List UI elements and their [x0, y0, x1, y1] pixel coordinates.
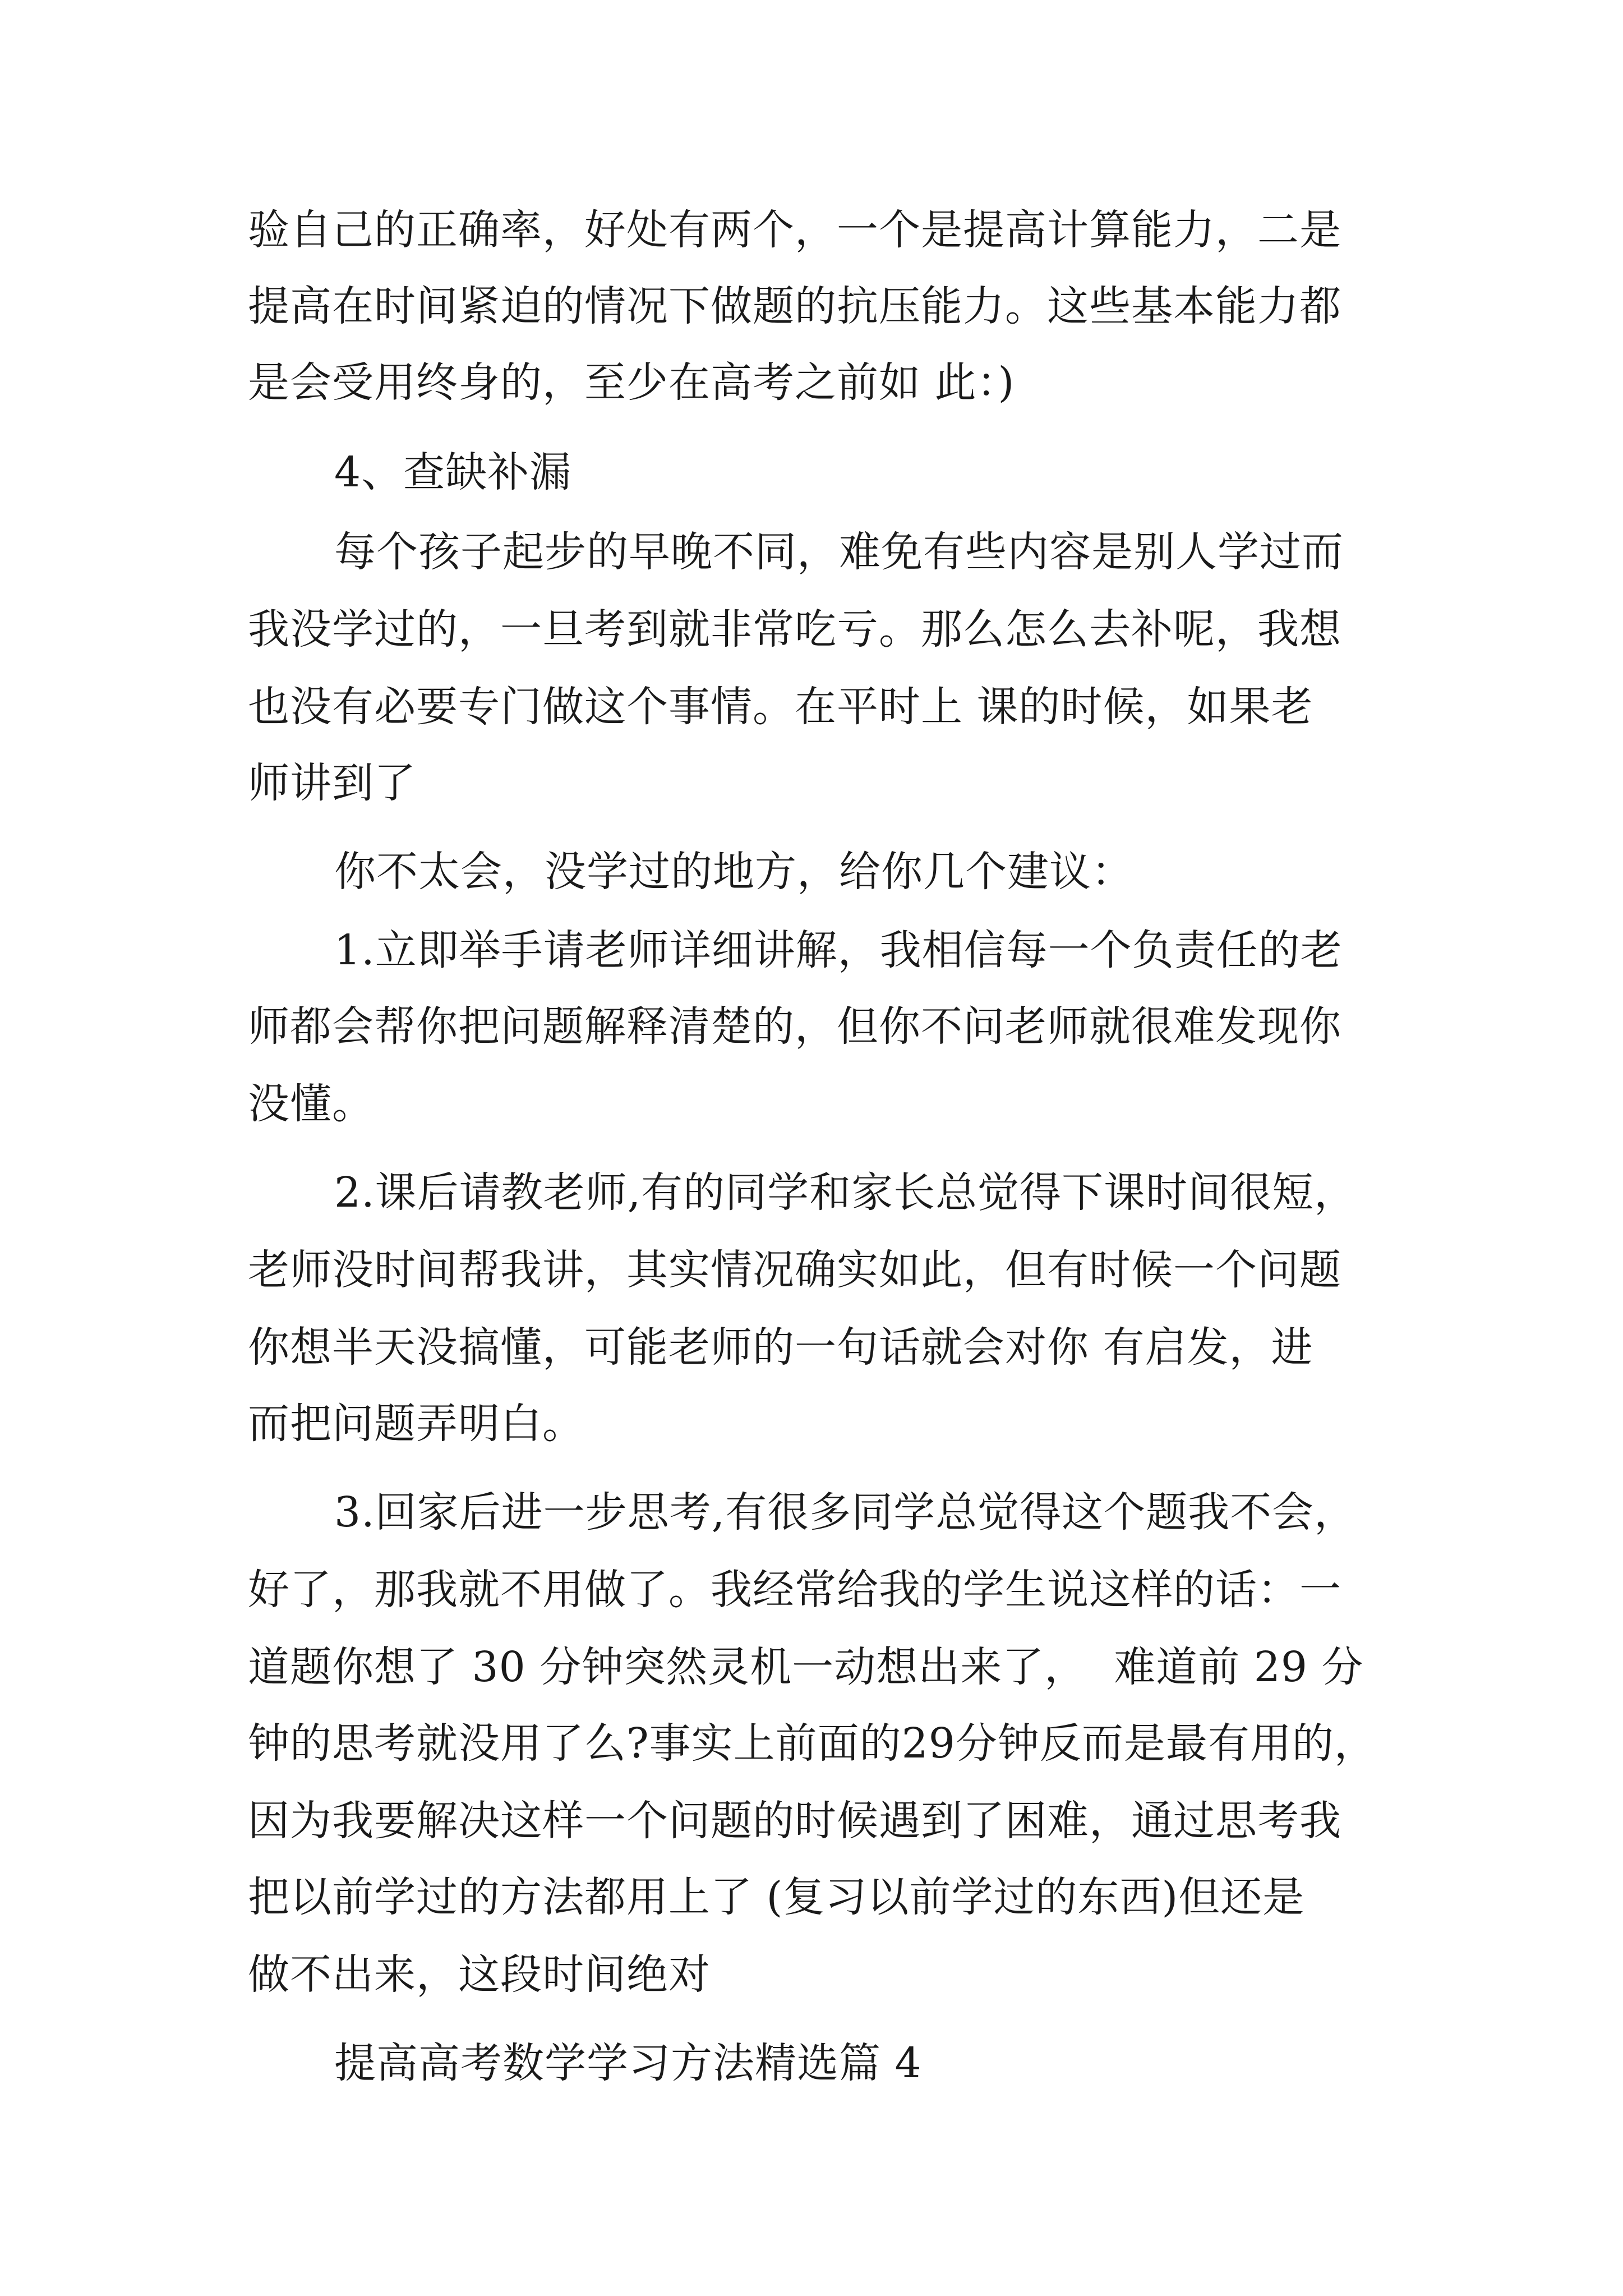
text-line: 我没学过的，一旦考到就非常吃亏。那么怎么去补呢，我想: [248, 605, 1341, 654]
text-line: 2.课后请教老师,有的同学和家长总觉得下课时间很短，: [334, 1168, 1357, 1217]
text-line: 也没有必要专门做这个事情。在平时上 课的时候，如果老: [248, 683, 1313, 731]
text-line: 把以前学过的方法都用上了 (复习以前学过的东西)但还是: [248, 1873, 1305, 1921]
text-line: 钟的思考就没用了么?事实上前面的29分钟反而是最有用的，: [248, 1719, 1376, 1768]
text-line: 做不出来，这段时间绝对: [248, 1950, 711, 1999]
text-line: 每个孩子起步的早晚不同，难免有些内容是别人学过而: [334, 528, 1344, 576]
text-line: 好了，那我就不用做了。我经常给我的学生说这样的话：一: [248, 1566, 1341, 1614]
text-line: 提高在时间紧迫的情况下做题的抗压能力。这些基本能力都: [248, 282, 1341, 330]
text-line: 你想半天没搞懂，可能老师的一句话就会对你 有启发，进: [248, 1323, 1313, 1372]
text-line: 因为我要解决这样一个问题的时候遇到了困难，通过思考我: [248, 1797, 1341, 1845]
text-line: 是会受用终身的，至少在高考之前如 此：): [248, 358, 1015, 407]
text-line: 3.回家后进一步思考,有很多同学总觉得这个题我不会，: [334, 1488, 1357, 1536]
text-line: 1.立即举手请老师详细讲解，我相信每一个负责任的老: [334, 926, 1343, 974]
text-line: 验自己的正确率，好处有两个，一个是提高计算能力，二是: [248, 206, 1341, 254]
text-line: 师讲到了: [248, 759, 416, 807]
text-line: 而把问题弄明白。: [248, 1400, 584, 1448]
text-line: 老师没时间帮我讲，其实情况确实如此，但有时候一个问题: [248, 1246, 1341, 1294]
section-heading: 4、查缺补漏: [334, 448, 572, 496]
text-line: 道题你想了 30 分钟突然灵机一动想出来了， 难道前 29 分: [248, 1643, 1364, 1691]
section-title: 提高高考数学学习方法精选篇 4: [334, 2039, 922, 2087]
text-line: 没懂。: [248, 1080, 374, 1128]
text-line: 你不太会，没学过的地方，给你几个建议：: [334, 848, 1133, 896]
text-line: 师都会帮你把问题解释清楚的，但你不问老师就很难发现你: [248, 1002, 1341, 1051]
